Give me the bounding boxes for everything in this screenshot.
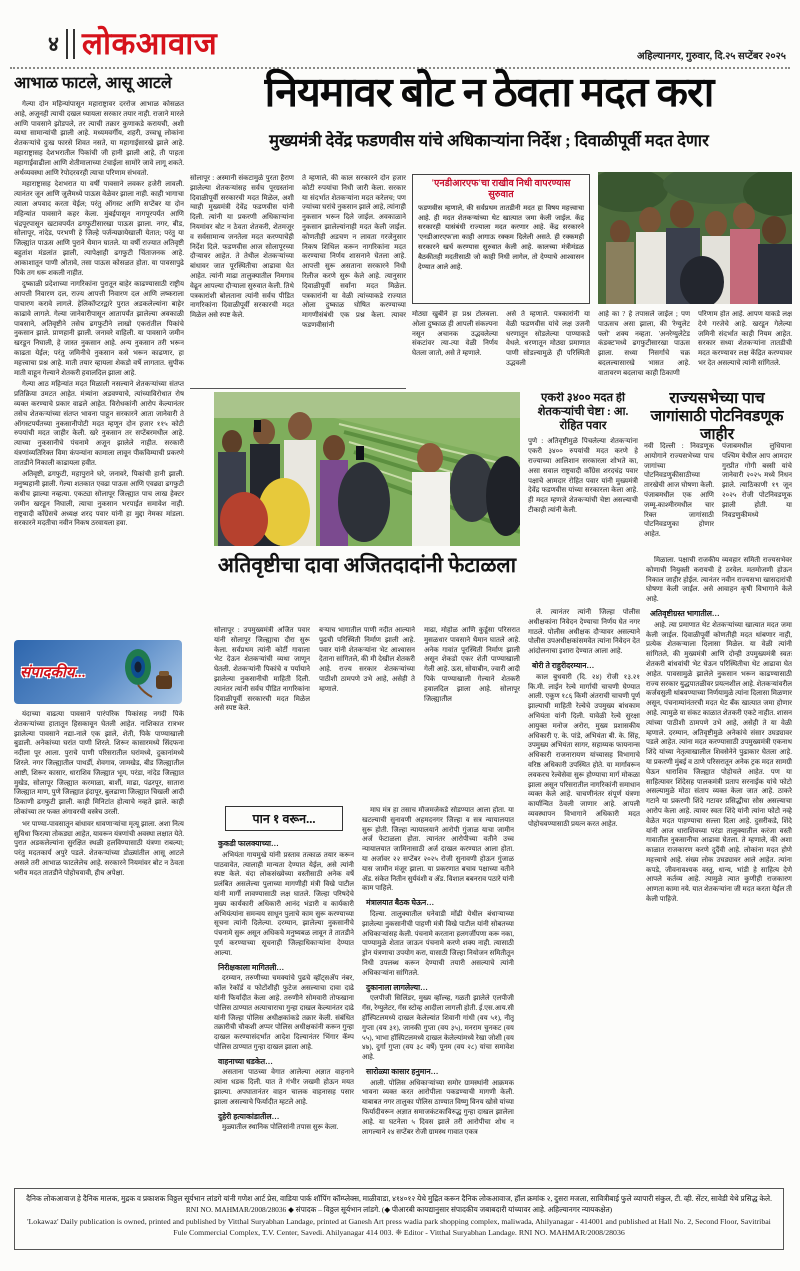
editorial-para: अतिवृष्टी, ढगफुटी, महापुराने घरे, जनावरे, पिकांची हानी झाली. मनुष्यहानी झाली. गेल्या शतकात एवढा पाऊस आणि एवढ्या ढगफुटी कधीच झाल्या नव्हत्या. एकट्या सोलापूर जिल्ह्यात पाच लाख हेक्टर जमीन खरडून निघाली, त्याचा नुकसान भरपाईत समावेश नाही. राष्ट्रवादी काँग्रेसचे अध्यक्ष शरद पवार यांनी हा मुद्दा नेमका मांडला. सरकारने मदतीचा नवीन निकष ठरवायला हवा.: [14, 470, 184, 528]
lead-below-col-1: मोठ्या खुबीने हा प्रश्न टोलवला. ओला दुष्काळ ही आपली संकल्पना नसून अचानक उद्भवलेल्या संकटांवर त्या-त्या वेळी निर्णय घेतला जातो, असे ते म्हणाले.: [412, 310, 498, 358]
rajyasabha-headline: राज्यसभेच्या पाच जागांसाठी पोटनिवडणूक जाहीर: [650, 390, 784, 443]
continued-header: पान १ वरून...: [225, 806, 343, 831]
ajit-field-photo: [214, 392, 520, 546]
editorial-para: गेल्या आठ महिन्यांत मदत मिळाली नसल्याने शेतकऱ्यांच्या संतप्त प्रतिक्रिया उमटत आहेत. मंत्र्यांना अडवण्याचे, त्यांच्याविरोधात रोष व्यक्त करण्याचे प्रकार वाढले आहेत. विरोधकांनी आरोप केल्यानंतर तसेच शेतकऱ्यांच्या संतप्त भावना पाहून सरकारने आता जानेवारी ते ऑगस्टपर्यंतच्या नुकसानीपोटी मदत म्हणून दोन हजार ११५ कोटी रुपयांची मदत जाहीर केली. खरे नुकसान तर सप्टेंबरमधील आहे. त्याच्या नुकसानीचे पंचनामे अजून झालेले नाहीत. सरकारी यंत्रणांव्यतिरिक्त विमा कंपन्यांना कामाला लावून पीकविम्याची प्रकरणे तातडीने निकाली काढायला हवीत.: [14, 380, 184, 467]
ajit-field-photo-art: [214, 392, 520, 546]
imprint-box: [14, 1188, 784, 1250]
editorial-graphic: [14, 640, 182, 704]
ajit-col-3: माढा, मोहोळ आणि कुर्डूसा परिसरात मुसळधार पावसाने थैमान घातले आहे. अनेक गावांत पूरस्थिती निर्माण झाली असून शेकडो एकर शेती पाण्याखाली गेली आहे. ऊस, सोयाबीन, ज्वारी आदी पिके पाण्याखाली गेल्याने शेतकरी हवालदिल झाला आहे. सोलापूर जिल्ह्यातील: [424, 626, 520, 703]
continued-item-body: दिल्या. तालुक्यातील घनेवाडी मोंढी येथील बंधाऱ्याच्या झालेल्या नुकसानीची पाहणी मंत्री विखे पाटील यांनी सोबतच्या अधिकाऱ्यांसह केली. पंचनामे करताना हलगर्जीपणा करू नका, पाण्यामुळे शेतात जाऊन पंचनामे करणे शक्य नाही. त्यासाठी ड्रोन यंत्रणाचा उपयोग करा, यासाठी जिल्हा नियोजन समितीतून निधी उपलब्ध करून देण्याची तयारी असल्याचे त्यांनी अधिकाऱ्यांना सांगितले.: [362, 909, 514, 977]
continued-item-title: वाहनाच्या धडकेत…: [218, 1056, 273, 1066]
continued-item-title: सारोळ्या कासार हनुमान…: [366, 1066, 439, 1076]
rail-text: मिळाला. पक्षाची राजकीय व्यवहार समिती राज्यसभेवर कोणाची नियुक्ती करायची हे ठरवेल. मतमोजणी होऊन निकाल जाहीर होईल. त्यानंतर नवीन राज्यसभा खासदारांची घोषणा केली जाईल. असे आवाहन कृषी विभागाने केले आहे.: [646, 556, 792, 604]
peacock-feather-icon: [118, 645, 176, 699]
continued-item-body: आली. पोलिस अधिकाऱ्यांच्या समोर ग्रामस्थांनी आक्रमक भावना व्यक्त करत आरोपीला पकडण्याची मागणी केली. याबाबत नगर तालुका पोलिस ठाण्यात विष्णु विनय खोसे यांच्या फिर्यादीवरून अज्ञात समाजकंटकाविरुद्ध गुन्हा दाखल झालेला आहे. या घटनेला ५ दिवस झाले तरी आरोपीचा शोध न लागल्याने २४ सप्टेंबर रोजी ग्रामस्थ गावात एकत्र: [362, 1078, 514, 1136]
rail-text: आहे. त्या प्रमाणात थेट शेतकऱ्यांच्या खात्यात मदत जमा केली जाईल. दिवाळीपूर्वी कोणतीही मदत थांबणार नाही, प्रत्येक शेतकऱ्याला दिलासा मिळेल. या वेळी त्यांनी सांगितले, की मुख्यमंत्री आणि दोन्ही उपमुख्यमंत्री स्वतः शेतकरी बांधवांची भेट घेऊन परिस्थितीचा थेट आढावा घेत आहेत. पावसामुळे झालेले नुकसान भरून काढण्यासाठी राज्य सरकार युद्धपातळीवर प्रयत्नशील आहे. शेतकऱ्यांवरील कर्जवसुली थांबवण्याच्या निर्णयामुळे त्यांना दिलासा मिळणार असून, पंचनाम्यांनंतरची मदत थेट बँक खात्यात जमा होणार आहे. त्यामुळे या संकट काळात शेतकरी एकटे नाहीत. शासन त्यांच्या पाठीशी ठामपणे उभे आहे, असेही ते या वेळी म्हणाले. दरम्यान, अतिवृष्टीमुळे अनेकांचे संसार उघड्यावर पडले आहेत. त्यांना मदत करण्यासाठी उपमुख्यमंत्री एकनाथ शिंदे यांच्या नेतृत्वाखालील शिवसेनेने पुढाकार घेतला आहे. या प्रकरणी मुंबई व ठाणे परिसरातून अनेक ट्रक मदत सामग्री घेऊन धाराशिव जिल्ह्यात पोहोचले आहेत. पण या साहित्यावर शिंदेसह पालकमंत्री प्रताप सरनाईक यांचे फोटो असल्यामुळे मोठा संताप व्यक्त केला जात आहे. ठाकरे गटाने या प्रकरणी शिंदे गटावर प्रसिद्धीचा सोस असल्याचा आरोप केला आहे. त्यावर स्वतः शिंदे यांनी त्यांना फोटो नव्हे वेळेत मदत पाहण्याचा सल्ला दिला आहे. दुसरीकडे, शिंदे यांनी आज धाराशिवच्या परंडा तालुक्यातील करंजा वस्ती गावातील नुकसानीचा आढावा घेतला. ते म्हणाले, की अशा काळात राजकारण करणे दुर्दैवी आहे. लोकांना मदत होणे महत्त्वाचे आहे. संख्य लोक उघड्यावर आले आहेत. त्यांना कपडे, जीवनावश्यक वस्तू, धान्य, भांडी हे साहित्य देणे आपले कर्तव्य आहे. त्यामुळे त्यात कुणीही राजकारण आणता कामा नये. यात शेतकऱ्यांना जी मदत करता येईल ती केली पाहिजे.: [646, 620, 792, 904]
editorial-para: गेल्या दोन महिन्यांपासून महाराष्ट्रावर दररोज आभाळ कोसळत आहे, अजूनही त्याची दखल घ्यायला सरकार तयार नाही. राजाने मारले आणि पावसाने झोडपले, तर त्याची तक्रार कुणाकडे करायची, अशी व्यथा सामान्यांची झाली आहे. मध्यमवर्गीय, शहरी, उच्चभ्रू लोकांना शेतकऱ्यांचे दुःख फारसे शिवत नसते, या महागाईसारखे झाले आहे. महाराष्ट्रासह देशभरातील पिकांची जी हानी झाली आहे, ती पाहता महागाईवाढीला आणि शेतीमालाच्या टंचाईला सामोरे जावे लागू शकते. अर्थव्यवस्था आणि रेपोदरवरही त्याचा परिणाम संभवतो.: [14, 100, 184, 177]
continued-item-title: निरीक्षकाला मागितली…: [218, 962, 285, 972]
continued-item-title: दुकानाला लागलेल्या…: [366, 982, 428, 992]
editorial-text-top: [14, 100, 184, 636]
ajit-headline: अतिवृष्टीचा दावा अजितदादांनी फेटाळला: [217, 553, 517, 577]
cm-crowd-photo: [598, 172, 792, 304]
continued-item-title: मंत्रालयात बैठक घेऊन…: [366, 898, 435, 908]
rail-column-2: [646, 556, 792, 1180]
continued-item-body: एलपीजी सिलिंडर, मुख्य व्हॉल्व्ह, गळती झालेले एलपीजी गॅस, रेग्युलेटर, गॅस स्टोव्ह आदीला लागली होती. ई.एस.आय.सी हॉस्पिटलमध्ये दाखल केलेल्यांत शिवानी गांधी (वय ५१), नीतू गुप्ता (वय ३१), जानकी गुप्ता (वय ३५), मनराम चुनकट (वय ५५), भाभा हॉस्पिटलमध्ये दाखल केलेल्यांमध्ये रेखा जोशी (वय ४७), दुर्गा गुप्ता (वय ३८ वर्षे) पूनम (वय २८) यांचा समावेश आहे.: [362, 994, 514, 1062]
rail-text: काल बुधवारी (दि. २४) रोजी १३.२१ कि.मी. लाईन रेल्वे मार्गाची चाचणी घेण्यात आली. एकूण १८६ किमी अंतराची चाचणी पूर्ण झाल्याची माहिती रेल्वेचे उपमुख्य बांधकाम अभियंता यांनी दिली. यावेळी रेल्वे सुरक्षा आयुक्त मनोज अरोरा, मुख्य प्रशासकीय अधिकारी ए. के. पांडे, अभियंता बी. के. सिंह, उपमुख्य अभियंता सागर, सहाय्यक फायनान्स अधिकारी राजनारायण यांच्यासह विभागाचे वरिष्ठ अधिकारी उपस्थित होते. या मार्गावरून लवकरच रेल्वेसेवा सुरू होण्याचा मार्ग मोकळा झाला असून परिसरातील नागरिकांनी समाधान व्यक्त केले आहे. चाचणीनंतर संपूर्ण यंत्रणा कार्यान्वित ठेवली जाणार आहे. आपली व्यवस्थापन विभागाने अधिकारी मदत पोहोचवण्यासाठी प्रयत्न करत आहेत.: [528, 672, 640, 828]
masthead: [48, 28, 217, 59]
cm-crowd-photo-art: [598, 172, 792, 304]
continued-left-column: [214, 806, 354, 1180]
editorial-label: संपादकीय...: [20, 665, 86, 681]
rohit-story: [528, 392, 638, 604]
lead-column-2: ते म्हणाले, की काल सरकारने दोन हजार कोटी रुपयांचा निधी जारी केला. सरकार या संदर्भात शेतकऱ्यांना मदत करेलच; पण ज्यांच्या घरांचे नुकसान झाले आहे, त्यांनाही नुकसान भरून दिले जाईल. अवकाळाने नुकसान झालेल्यांनाही मदत केली जाईल. कोणतीही अडचण न लावता गरजेनुसार निकष शिथिल करून नागरिकांना मदत करण्याचा निर्णय शासनाने घेतला आहे. आपत्ती सुरू असताना सरकारने निधी रिलीज करणे सुरू केले आहे. त्यानुसार दिवाळीपूर्वी सर्वांना मदत मिळेल. पत्रकारांनी या वेळी त्यांच्याकडे राज्यात ओला दुष्काळ घोषित करण्याच्या मागणीसंबंधी एक प्रश्न केला. त्यावर फडणवीसांनी: [302, 174, 406, 329]
rail-subhead-bori: बोरी ते राहुरीदरम्यान…: [532, 660, 595, 670]
rajyasabha-col-2: पंजाबमधील लुधियाना पश्चिम येथील आप आमदार गुरप्रीत गोगी बस्सी यांचे जानेवारी २०२५ मध्ये निधन झाले. त्याठिकाणी १९ जून २०२५ रोजी पोटनिवडणूक झाली होती. या निवडणुकीमध्ये: [722, 442, 792, 519]
rail-subhead-ativrushti: अतिवृष्टीग्रस्त भागातील…: [650, 608, 720, 618]
continued-item-title: कुकडी फालक्याच्या…: [218, 839, 279, 848]
continued-item-body: अभियंता गायमुखे यांनी प्रस्ताव तत्काळ तयार करून पाठवावेत, त्यालाही मान्यता देण्यात येईल, असे त्यांनी स्पष्ट केले. यंदा लोकसंख्येच्या वस्तीसाठी अनेक वर्षे प्रलंबित असलेल्या पुलाच्या मागणीही मंत्री विखे पाटील यांनी मार्गी लावण्यासाठी लक्ष घातले. जिल्हा परिषदेचे मुख्य कार्यकारी अधिकारी आनंद भंडारी व कार्यकारी अभियंत्यांना समन्वय साधून पुलाचे काम सुरू करण्याच्या सूचना त्यांनी दिलेल्या. दरम्यान, झालेल्या नुकसानीचे पंचनामे सुरू असून अधिकचे मनुष्यबळ लावून ते तातडीने पूर्ण करण्याच्या सूचनाही जिल्हाधिकाऱ्यांना देण्यात आल्या.: [214, 850, 354, 957]
editorial-text-bottom: [14, 710, 184, 1178]
lead-column-1: सोलापूर : अस्मानी संकटामुळे पुरता हैराण झालेल्या शेतकऱ्यांसह सर्वच पूरग्रस्तांना दिवाळीपूर्वी सरकारची मदत मिळेल, अशी ग्वाही मुख्यमंत्री देवेंद्र फडणवीस यांनी दिली. त्यांनी या प्रकरणी अधिकाऱ्यांना नियमांवर बोट न ठेवता शेतकरी, शेतमजूर व सर्वसामान्य जनतेला मदत करण्याचेही निर्देश दिले. फडणवीस आज सोलापूरच्या दौऱ्यावर आहेत. ते तेथील शेतकऱ्यांच्या बांधावर जात पूरस्थितीचा आढावा घेत आहेत. त्यांनी माढा तालुक्यातील निमगाव वेढून आपल्या दौऱ्याला सुरुवात केली. तिथे पत्रकारांशी बोलताना त्यांनी सर्वच पीडित नागरिकांना दिवाळीपूर्वी सरकारची मदत मिळेल असे स्पष्ट केले.: [190, 174, 294, 320]
editorial-para: महाराष्ट्रासह देशभरात या वर्षी पावसाने लवकर हजेरी लावली. त्यानंतर जून आणि जुलैमध्ये पाऊस वेळेवर झाला नाही. काही भागाचा त्याला अपवाद करता येईल; परंतु ऑगस्ट आणि सप्टेंबर या दोन महिन्यांत पावसाने कहर केला. मुंबईपासून नागपूरपर्यंत आणि चंद्रपूरपासून खटावपर्यंत ढगफुटीसारखा पाऊस झाला. नगर, बीड, सोलापूर, नांदेड, परभणी हे जिल्हे पर्जन्यछायेखाली येतात; परंतु या जिल्ह्यांत पाऊस आणि पुराने थैमान घातले. या वर्षी राज्यात अतिवृष्टी बहुतांश मंडलांत झाली, त्यापेक्षाही ढगफुटी चिंताजनक आहे. आकाशातून पाणी ओतावे, तसा पाऊस कोसळत होता. या पावसापुढे पिके तग धरू शकली नाहीत.: [14, 180, 184, 277]
continued-item-body: मुळ्यातील स्थानिक पोलिसांनी तपास सुरू केला.: [222, 1123, 339, 1132]
ajit-col-2: बऱ्याच भागातील पाणी नदीत आल्याने पुढची परिस्थिती निर्माण झाली आहे. पवार यांनी शेतकऱ्यांना भेट आश्वासन देताना सांगितले, की मी देखील शेतकरी आहे. राज्य सरकार शेतकऱ्यांच्या पाठीशी ठामपणे उभे आहे, असेही ते म्हणाले.: [319, 626, 415, 693]
editorial-para: भर पाण्या-पावसातून बांधावर धावणाऱ्यांचा मृत्यू झाला. अशा नित्य सुविधा फिरत्या तोकड्या आहेत, यावरून यंत्रणांची अवस्था लक्षात येते. पुरात अडकलेल्यांना सुरक्षित स्थळी हलविण्यासाठी यंत्रणा राबल्या; परंतु मदतकार्य अपुरे पडले. शेतकऱ्यांच्या डोळ्यांतील आसू आटले असले तरी आभाळ फाटलेलेच आहे. सरकारने नियमांवर बोट न ठेवता भरीव मदत तातडीने पोहोचवावी, हीच अपेक्षा.: [14, 819, 184, 877]
dateline: अहिल्यानगर, गुरुवार, दि.२५ सप्टेंबर २०२५: [637, 51, 786, 62]
imprint-marathi: दैनिक लोकआवाज हे दैनिक मालक, मुद्रक व प्रकाशक विठ्ठल सूर्यभान लांडगे यांनी गणेश आर्ट प्रेस, वाडिया पार्क शॉपिंग कॉम्प्लेक्स, माळीवाडा, ४१४०१२ येथे मुद्रित करून दैनिक लोकआवाज, हॉल क्रमांक २, दुसरा मजला, सावित्रीबाई फुले व्यापारी संकुल, टी. व्ही. सेंटर, सावेडी येथे प्रसिद्ध केले. RNI NO. MAHMAR/2008/28036 ◆ संपादक – विठ्ठल सूर्यभान लांडगे. (◆ पीआरबी कायद्यानुसार संपादकीय जबाबदारी यांच्यावर आहे. अहिल्यानगर न्यायकक्षेत): [26, 1194, 772, 1215]
editorial-para: दुष्काळी प्रदेशाच्या नागरिकांना पुरातून बाहेर काढण्यासाठी राष्ट्रीय आपत्ती निवारण दल, राज्य आपत्ती निवारण दल आणि लष्कराला पाचारण करावे लागले. हेलिकॉप्टरद्वारे पुरात अडकलेल्यांना बाहेर काढावे लागले. गेल्या जानेवारीपासून आतापर्यंत झालेल्या अवकाळी पावसाने, अतिवृष्टीने तसेच ढगफुटीने लाखो एकरांतील पिकांचे नुकसान झाले. प्राणहानी झाली. जनावरे वाहिली. या पावसाने जमीन खरडून निघाली, हे जास्त नुकसान आहे. अन्य नुकसान तरी भरून काढता येईल; परंतु जमिनीचे नुकसान कसे भरून काढणार, हा महत्त्वाचा प्रश्न आहे. माती तयार व्हायला शेकडो वर्षे लागतात. सुपीक माती वाहून गेल्याने शेतकरी हवालदिल झाला आहे.: [14, 280, 184, 377]
rajyasabha-col-1: नवी दिल्ली : निवडणूक आयोगाने राज्यसभेच्या पाच जागांच्या पोटनिवडणुकीसाठीच्या तारखेची आज घोषणा केली. पंजाबमधील एक आणि जम्मू-काश्मीरमधील चार रिक्त जागांसाठी पोटनिवडणुका होणार आहेत.: [644, 442, 714, 539]
column-rule: [190, 388, 406, 389]
ndrf-box-title: 'एनडीआरएफ'चा राखीव निधी वापरण्यास सुरुवात: [431, 179, 571, 200]
inkpot-icon: [156, 675, 172, 689]
ajit-col-1: सोलापूर : उपमुख्यमंत्री अजित पवार यांनी सोलापूर जिल्ह्याचा दौरा सुरू केला. सर्वप्रथम त्यांनी कोर्टी गावाला भेट देऊन शेतकऱ्यांची व्यथा जाणून घेतली. शेतकऱ्यांनी पिकांचे व पर्यायाने झालेल्या नुकसानीची माहिती दिली. त्यानंतर त्यांनी सर्वच पीडित नागरिकांना दिवाळीपूर्वी सरकारची मदत मिळेल असे स्पष्ट केले.: [214, 626, 310, 713]
imprint-english: 'Lokawaz' Daily publication is owned, printed and published by Vitthal Suryabhan Landage, printed at Ganesh Art press wadia park shopping complex, maliwada, Ahilyanagar - 414001 and published at Hall No. 2, Second Floor, Savitribai Fule Commercial Complex, T.V. Center, Savedi. Ahilyanagar 414 003. ❈ Editor - Vitthal Suryabhan Landage. RNI NO. MAHMAR/2008/28036: [27, 1217, 771, 1238]
rail-text: ले. त्यानंतर त्यांनी जिल्हा पोलीस अधीक्षकांना निवेदन देण्याचा निर्णय घेत नगर गाठले. पोलीस अधीक्षक दौऱ्यावर असल्याने पोलीस उपअधीक्षकांसमवेत त्यांना निवेदन देत आंदोलनाचा इशारा देण्यात आला आहे.: [528, 608, 640, 656]
continued-item-body: दरम्यान, तरुणीच्या चमक्यांचे पुढचे व्हॉट्सॲप नंबर, कॉल रेकॉर्ड व फोटोंशीही फुटेज असल्याचा दावा दाढे यांनी फिर्यादीत केला आहे. तरुणीने सोमवारी तोफखाना पोलिस ठाण्यात अत्याचाराचा गुन्हा दाखल केल्यानंतर दाढे यांनी जिल्हा पोलिस अधीक्षकांकडे तक्रार केली. संबंधित तक्रारीची चौकशी अप्पर पोलिस अधीक्षकांनी करून गुन्हा दाखल करण्यासंदर्भात आदेश दिल्यानंतर भिंगार कॅम्प पोलिस ठाण्यात गुन्हा दाखल झाला आहे.: [214, 974, 354, 1051]
ndrf-box-body: फडणवीस म्हणाले, की सर्वप्रथम तातडीनी मदत हा विषय महत्त्वाचा आहे. ही मदत शेतकऱ्यांच्या थेट खात्यात जमा केली जाईल. केंद्र सरकारही यासंबंधी राज्याला मदत करणार आहे. केंद्र सरकारने 'एनडीआरएफ'ला काही आगाऊ रक्कम दिलेली असते. ही रक्कमही सरकारने खर्च करण्यास सुरुवात केली आहे. कालच्या मंत्रीमंडळ बैठकीतही मदतीसाठी जो काही निधी लागेल, तो देण्याचे आश्वासन देण्यात आले आहे.: [418, 204, 584, 271]
rohit-headline: एकरी ३४०० मदत ही शेतकऱ्यांची चेष्टा : आ. रोहित पवार: [537, 392, 629, 432]
page-number: ४: [48, 31, 59, 56]
editorial-headline: आभाळ फाटले, आसू आटले: [14, 75, 172, 92]
continued-intro: माघ मंत्र हा तसाच मौजमजेकडे सोडण्यात आला होता. या खटल्याची सुनावणी अहमदनगर जिल्हा व सत्र न्यायालयात सुरू होती. जिल्हा न्यायालयाने आरोपी गुंजाळ याचा जामीन अर्ज फेटाळला होता. त्यानंतर आरोपीच्या वतीने उच्च न्यायालयात जामिनासाठी अर्ज दाखल करण्यात आला होता. या अर्जावर २२ सप्टेंबर २०२५ रोजी सुनावणी होऊन गुंजाळ यास जामीन मंजूर झाला. या प्रकरणात बचाव पक्षाच्या वतीने ॲड. संकेत नितीन सुर्यवंशी व ॲड. विशाल बबनराव पठारे यांनी काम पाहिले.: [362, 806, 514, 893]
newspaper-logo: लोकआवाज: [81, 26, 218, 61]
masthead-divider: [66, 29, 75, 59]
lead-headline: नियमावर बोट न ठेवता मदत करा: [264, 69, 714, 115]
lead-below-col-2: असे ते म्हणाले. पत्रकारांनी या वेळी फडणवीस यांचे लक्ष उजनी धरणातून सोडलेल्या पाण्याकडे वेधले. धरणातून मोठ्या प्रमाणात पाणी सोडल्यामुळे ही परिस्थिती उद्भवली: [506, 310, 590, 367]
lead-subhead: मुख्यमंत्री देवेंद्र फडणवीस यांचे अधिकाऱ्यांना निर्देश ; दिवाळीपूर्वी मदत देणार: [269, 131, 709, 150]
continued-item-title: दुहेरी हत्याकांडातील…: [218, 1111, 280, 1121]
ndrf-highlight-box: [412, 174, 590, 304]
continued-right-column: [362, 806, 514, 1180]
rail-column-1: [528, 608, 640, 1180]
lead-below-col-4: परिणाम होत आहे. आपण याकडे लक्ष देणे गरजेचे आहे. खरडून गेलेल्या जमिनी संदर्भात काही नियम आहेत. सरकार सध्या शेतकऱ्यांना तातडीची मदत करण्यावर लक्ष केंद्रित करण्यावर भर देत असल्याचे त्यांनी सांगितले.: [698, 310, 792, 367]
rohit-body: पुणे : अतिवृष्टीमुळे पिचलेल्या शेतकऱ्यांना एकरी ३४०० रुपयांची मदत करणे हे राज्याच्या आलिशान सरकारला शोभते का, असा सवाल राष्ट्रवादी काँग्रेस शरदचंद्र पवार पक्षाचे आमदार रोहित पवार यांनी मुख्यमंत्री देवेंद्र फडणवीस यांच्या सरकारला केला आहे. ही मदत म्हणजे शेतकऱ्यांची चेष्टा असल्याची टीकाही त्यांनी केली.: [528, 437, 638, 514]
lead-below-col-3: आहे का ? हे तपासले जाईल ; पण पाऊसच असा झाला, की 'रेग्युलेट फ्लो' शक्य नव्हता. 'अनरेग्युलेटेड कंडक्ट'मध्ये ढगफुटीसारखा पाऊस झाला. सध्या निसर्गाचे चक्र बदलल्यासारखे भासत आहे. वातावरण बदलाचा काही ठिकाणी: [598, 310, 690, 377]
editorial-para: यंदाच्या वाढत्या पावसाने पारंपरिक पिकांसह नगदी पिके शेतकऱ्यांच्या हातातून हिसकावून घेतली आहेत. नाशिकात रात्रभर झालेल्या पावसाने नद्या-नाले एक झाले, शेती, पिके पाण्याखाली बुडाली. अनेकांच्या घरांत पाणी शिरले. शिरूर कासारमध्ये सिंदफना नदीला पूर आला. पुराचे पाणी परिसरातील घरांमध्ये, दुकानांमध्ये शिरले. नगर जिल्ह्यातील पाथर्डी, शेवगाव, जामखेड, बीड जिल्ह्यातील आष्टी, शिरूर कासार, धाराशिव जिल्ह्यात भूम, परंडा, नांदेड जिल्ह्यात मुखेड, सोलापूर जिल्ह्यात करमाळा, बार्शी, माढा, पंढरपूर, सातारा जिल्ह्यात माण, पुणे जिल्ह्यात इंदापूर, बुलढाणा जिल्ह्यात चिखली आदी ठिकाणी ढगफुटी झाली. काही मिनिटांत होत्याचे नव्हते झाले. काही लोकांच्या तर फक्त अंगावरची वस्त्रेच उरली.: [14, 710, 184, 816]
continued-item-body: असताना पाठच्या वेगात आलेल्या अज्ञात वाहनाने त्यांना धडक दिली. यात ते गंभीर जखमी होऊन मयत झाल्या. अपघातानंतर वाहन चालक वाहनासह पसार झाला असल्याचे फिर्यादीत म्हटले आहे.: [214, 1068, 354, 1106]
